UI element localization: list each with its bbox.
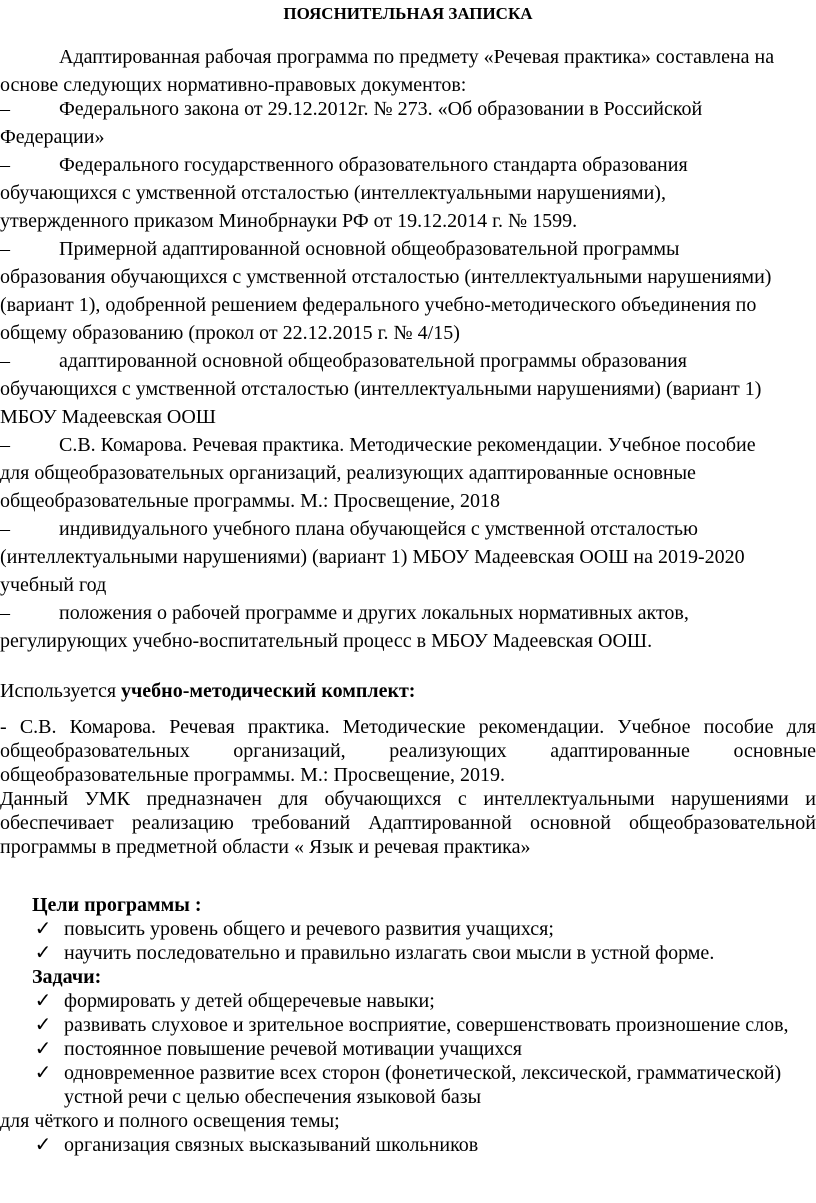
check-icon: ✓ <box>34 1038 52 1060</box>
document-item-line: регулирующих учебно-воспитательный процесс в МБОУ Мадеевская ООШ. <box>0 630 653 652</box>
document-item-first-line: адаптированной основной общеобразовательной программы образования <box>59 350 687 372</box>
goals-list <box>0 917 816 965</box>
document-item-first-line: Федерального закона от 29.12.2012г. № 273. «Об образовании в Российской <box>59 98 703 120</box>
document-item <box>0 431 816 515</box>
dash-marker: – <box>0 98 10 120</box>
document-item-line: для общеобразовательных организаций, реализующих адаптированные основные <box>0 462 696 484</box>
task-item <box>0 1061 816 1109</box>
dash-marker: – <box>0 238 10 260</box>
umk-line: программы в предметной области « Язык и речевая практика» <box>0 836 531 858</box>
dash-marker: – <box>0 518 10 540</box>
page-title: ПОЯСНИТЕЛЬНАЯ ЗАПИСКА <box>283 4 533 23</box>
tasks-last-item <box>0 1133 816 1157</box>
document-item-first-line: индивидуального учебного плана обучающейся с умственной отсталостью <box>59 518 698 540</box>
dash-marker: – <box>0 154 10 176</box>
task-item <box>0 1013 816 1037</box>
document-item-line: (вариант 1), одобренной решением федерального учебно-методического объединения по <box>0 294 757 316</box>
dash-marker: – <box>0 602 10 624</box>
goal-item-text: повысить уровень общего и речевого развития учащихся; <box>64 918 554 940</box>
umk-line: общеобразовательные программы. М.: Просвещение, 2019. <box>0 764 506 786</box>
umk-paragraph-1 <box>0 715 816 787</box>
check-icon: ✓ <box>34 1014 52 1036</box>
document-item <box>0 599 816 655</box>
document-item-line: образования обучающихся с умственной отсталостью (интеллектуальными нарушениями) <box>0 266 772 288</box>
document-item-first-line: Федерального государственного образовательного стандарта образования <box>59 154 688 176</box>
document-item <box>0 235 816 347</box>
check-icon: ✓ <box>34 918 52 940</box>
check-icon: ✓ <box>34 1062 52 1084</box>
kit-bold: учебно-методический комплект: <box>121 680 416 702</box>
intro-line-1: Адаптированная рабочая программа по предмету «Речевая практика» составлена на <box>59 46 775 68</box>
documents-list <box>0 95 816 655</box>
tasks-list <box>0 989 816 1109</box>
document-item-line: обучающихся с умственной отсталостью (интеллектуальными нарушениями), <box>0 182 666 204</box>
task-item <box>0 1037 816 1061</box>
tasks-last-item-text: организация связных высказываний школьников <box>64 1134 479 1156</box>
document-item <box>0 95 816 151</box>
tasks-heading: Задачи: <box>32 966 102 988</box>
umk-line: Данный УМК предназначен для обучающихся с интеллектуальными нарушениями и <box>0 788 816 810</box>
tasks-tail: для чёткого и полного освещения темы; <box>0 1110 340 1132</box>
intro-line-2: основе следующих нормативно-правовых документов: <box>0 74 467 96</box>
document-item-line: обучающихся с умственной отсталостью (интеллектуальными нарушениями) (вариант 1) <box>0 378 762 400</box>
document-item <box>0 515 816 599</box>
document-item-first-line: Примерной адаптированной основной общеобразовательной программы <box>59 238 680 260</box>
document-item-first-line: С.В. Комарова. Речевая практика. Методические рекомендации. Учебное пособие <box>59 434 756 456</box>
document-item-first-line: положения о рабочей программе и других локальных нормативных актов, <box>59 602 689 624</box>
dash-marker: – <box>0 434 10 456</box>
document-item-line: МБОУ Мадеевская ООШ <box>0 406 216 428</box>
dash-marker: – <box>0 350 10 372</box>
document-item <box>0 347 816 431</box>
document-item-line: утвержденного приказом Минобрнауки РФ от 19.12.2014 г. № 1599. <box>0 210 578 232</box>
umk-paragraph-2 <box>0 787 816 859</box>
task-item-text: формировать у детей общеречевые навыки; <box>64 990 435 1012</box>
task-item-text: одновременное развитие всех сторон (фонетической, лексической, грамматической) <box>64 1062 782 1084</box>
check-icon: ✓ <box>34 990 52 1012</box>
task-item-text: постоянное повышение речевой мотивации учащихся <box>64 1038 522 1060</box>
goal-item-text: научить последовательно и правильно излагать свои мысли в устной форме. <box>64 942 715 964</box>
intro-paragraph <box>0 43 816 99</box>
umk-line: общеобразовательных организаций, реализующих адаптированные основные <box>0 740 816 762</box>
goal-item <box>0 941 816 965</box>
goals-section <box>0 893 816 1157</box>
umk-line: - С.В. Комарова. Речевая практика. Методические рекомендации. Учебное пособие для <box>0 716 816 738</box>
goals-heading: Цели программы : <box>32 894 202 916</box>
document-item-line: (интеллектуальными нарушениями) (вариант 1) МБОУ Мадеевская ООШ на 2019-2020 <box>0 546 745 568</box>
goal-item <box>0 917 816 941</box>
task-item-text: развивать слуховое и зрительное восприятие, совершенствовать произношение слов, <box>64 1014 789 1036</box>
check-icon: ✓ <box>34 1134 52 1156</box>
document-item-line: Федерации» <box>0 126 105 148</box>
umk-section <box>0 715 816 859</box>
document-item-line: учебный год <box>0 574 107 596</box>
document-item-line: общему образованию (прокол от 22.12.2015 г. № 4/15) <box>0 322 460 344</box>
document-item <box>0 151 816 235</box>
kit-prefix: Используется <box>0 680 122 702</box>
check-icon: ✓ <box>34 942 52 964</box>
kit-line <box>0 677 816 705</box>
document-item-line: общеобразовательные программы. М.: Просвещение, 2018 <box>0 490 501 512</box>
task-item <box>0 989 816 1013</box>
umk-line: обеспечивает реализацию требований Адаптированной основной общеобразовательной <box>0 812 816 834</box>
task-item-text: устной речи с целью обеспечения языковой базы <box>64 1086 482 1108</box>
